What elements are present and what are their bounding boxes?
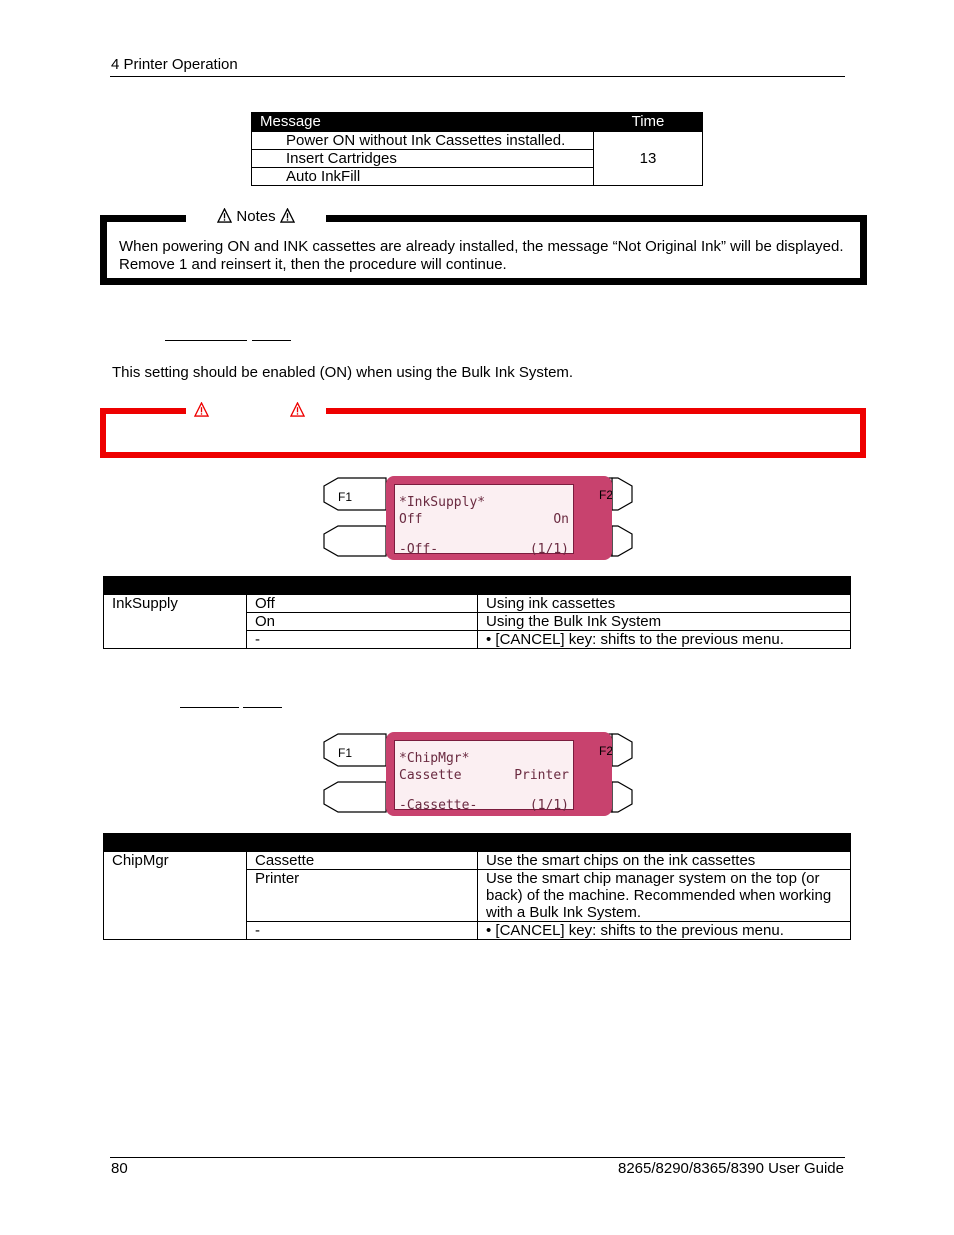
setting-desc: • [CANCEL] key: shifts to the previous menu.	[478, 631, 851, 649]
footer-rule	[110, 1157, 845, 1158]
lcd-line2-right: Printer	[514, 768, 569, 783]
message-row: Insert Cartridges	[252, 150, 594, 168]
col-message: Message	[252, 113, 594, 132]
f2-key-label: F2	[599, 488, 614, 502]
notes-label: Notes	[236, 208, 276, 225]
chipmgr-settings-table	[103, 833, 851, 940]
message-row: Auto InkFill	[252, 168, 594, 186]
setting-name: InkSupply	[104, 595, 247, 649]
header-cell	[478, 577, 851, 595]
setting-desc: • [CANCEL] key: shifts to the previous menu.	[478, 922, 851, 940]
header-cell	[247, 577, 478, 595]
time-value: 13	[594, 132, 703, 186]
lcd-line2-left: Cassette	[399, 768, 462, 783]
setting-desc: Using ink cassettes	[478, 595, 851, 613]
notes-text: When powering ON and INK cassettes are already installed, the message “Not Original Ink” will be displayed. Remove 1 and reinsert it, then the procedure will continue.	[119, 238, 844, 273]
warning-icon	[280, 208, 295, 223]
warning-icon	[217, 208, 232, 223]
setting-desc: Use the smart chips on the ink cassettes	[478, 852, 851, 870]
f1-key-label: F1	[338, 490, 353, 504]
f2-key-label: F2	[599, 744, 614, 758]
inksupply-intro: This setting should be enabled (ON) when using the Bulk Ink System.	[112, 364, 574, 381]
header-cell	[104, 834, 247, 852]
lcd-display	[394, 484, 574, 557]
control-panel-chipmgr	[320, 732, 636, 818]
header-cell	[104, 577, 247, 595]
heading-underline	[252, 340, 291, 341]
lcd-line3-left: -Off-	[399, 542, 439, 557]
lcd-display	[394, 740, 574, 813]
setting-value: Printer	[247, 870, 478, 922]
lcd-line2-left: Off	[399, 512, 423, 527]
warning-icon	[290, 402, 305, 417]
heading-underline	[243, 707, 282, 708]
warning-icon	[194, 402, 209, 417]
lcd-line1: *InkSupply*	[399, 495, 486, 510]
control-panel-inksupply	[320, 476, 636, 562]
f1-key-label: F1	[338, 746, 353, 760]
setting-value: -	[247, 631, 478, 649]
running-header: 4 Printer Operation	[111, 56, 238, 73]
setting-desc: Use the smart chip manager system on the top (or back) of the machine. Recommended when working with a Bulk Ink System.	[478, 870, 851, 922]
caution-title	[186, 401, 326, 419]
guide-title: 8265/8290/8365/8390 User Guide	[617, 1160, 844, 1177]
notes-title	[186, 208, 326, 226]
inksupply-settings-table	[103, 576, 851, 649]
setting-name: ChipMgr	[104, 852, 247, 940]
lcd-line2-right: On	[553, 512, 569, 527]
header-rule	[110, 76, 845, 77]
page-number: 80	[111, 1160, 128, 1177]
heading-underline	[165, 340, 247, 341]
setting-value: Off	[247, 595, 478, 613]
message-row: Power ON without Ink Cassettes installed.	[252, 132, 594, 150]
lcd-line3-right: (1/1)	[529, 542, 569, 557]
lcd-line3-right: (1/1)	[529, 798, 569, 813]
setting-value: Cassette	[247, 852, 478, 870]
setting-value: On	[247, 613, 478, 631]
header-cell	[247, 834, 478, 852]
heading-underline	[180, 707, 239, 708]
lcd-line3-left: -Cassette-	[399, 798, 478, 813]
col-time: Time	[594, 113, 703, 132]
lcd-line1: *ChipMgr*	[399, 751, 470, 766]
message-time-table	[251, 112, 703, 186]
setting-desc: Using the Bulk Ink System	[478, 613, 851, 631]
header-cell	[478, 834, 851, 852]
setting-value: -	[247, 922, 478, 940]
